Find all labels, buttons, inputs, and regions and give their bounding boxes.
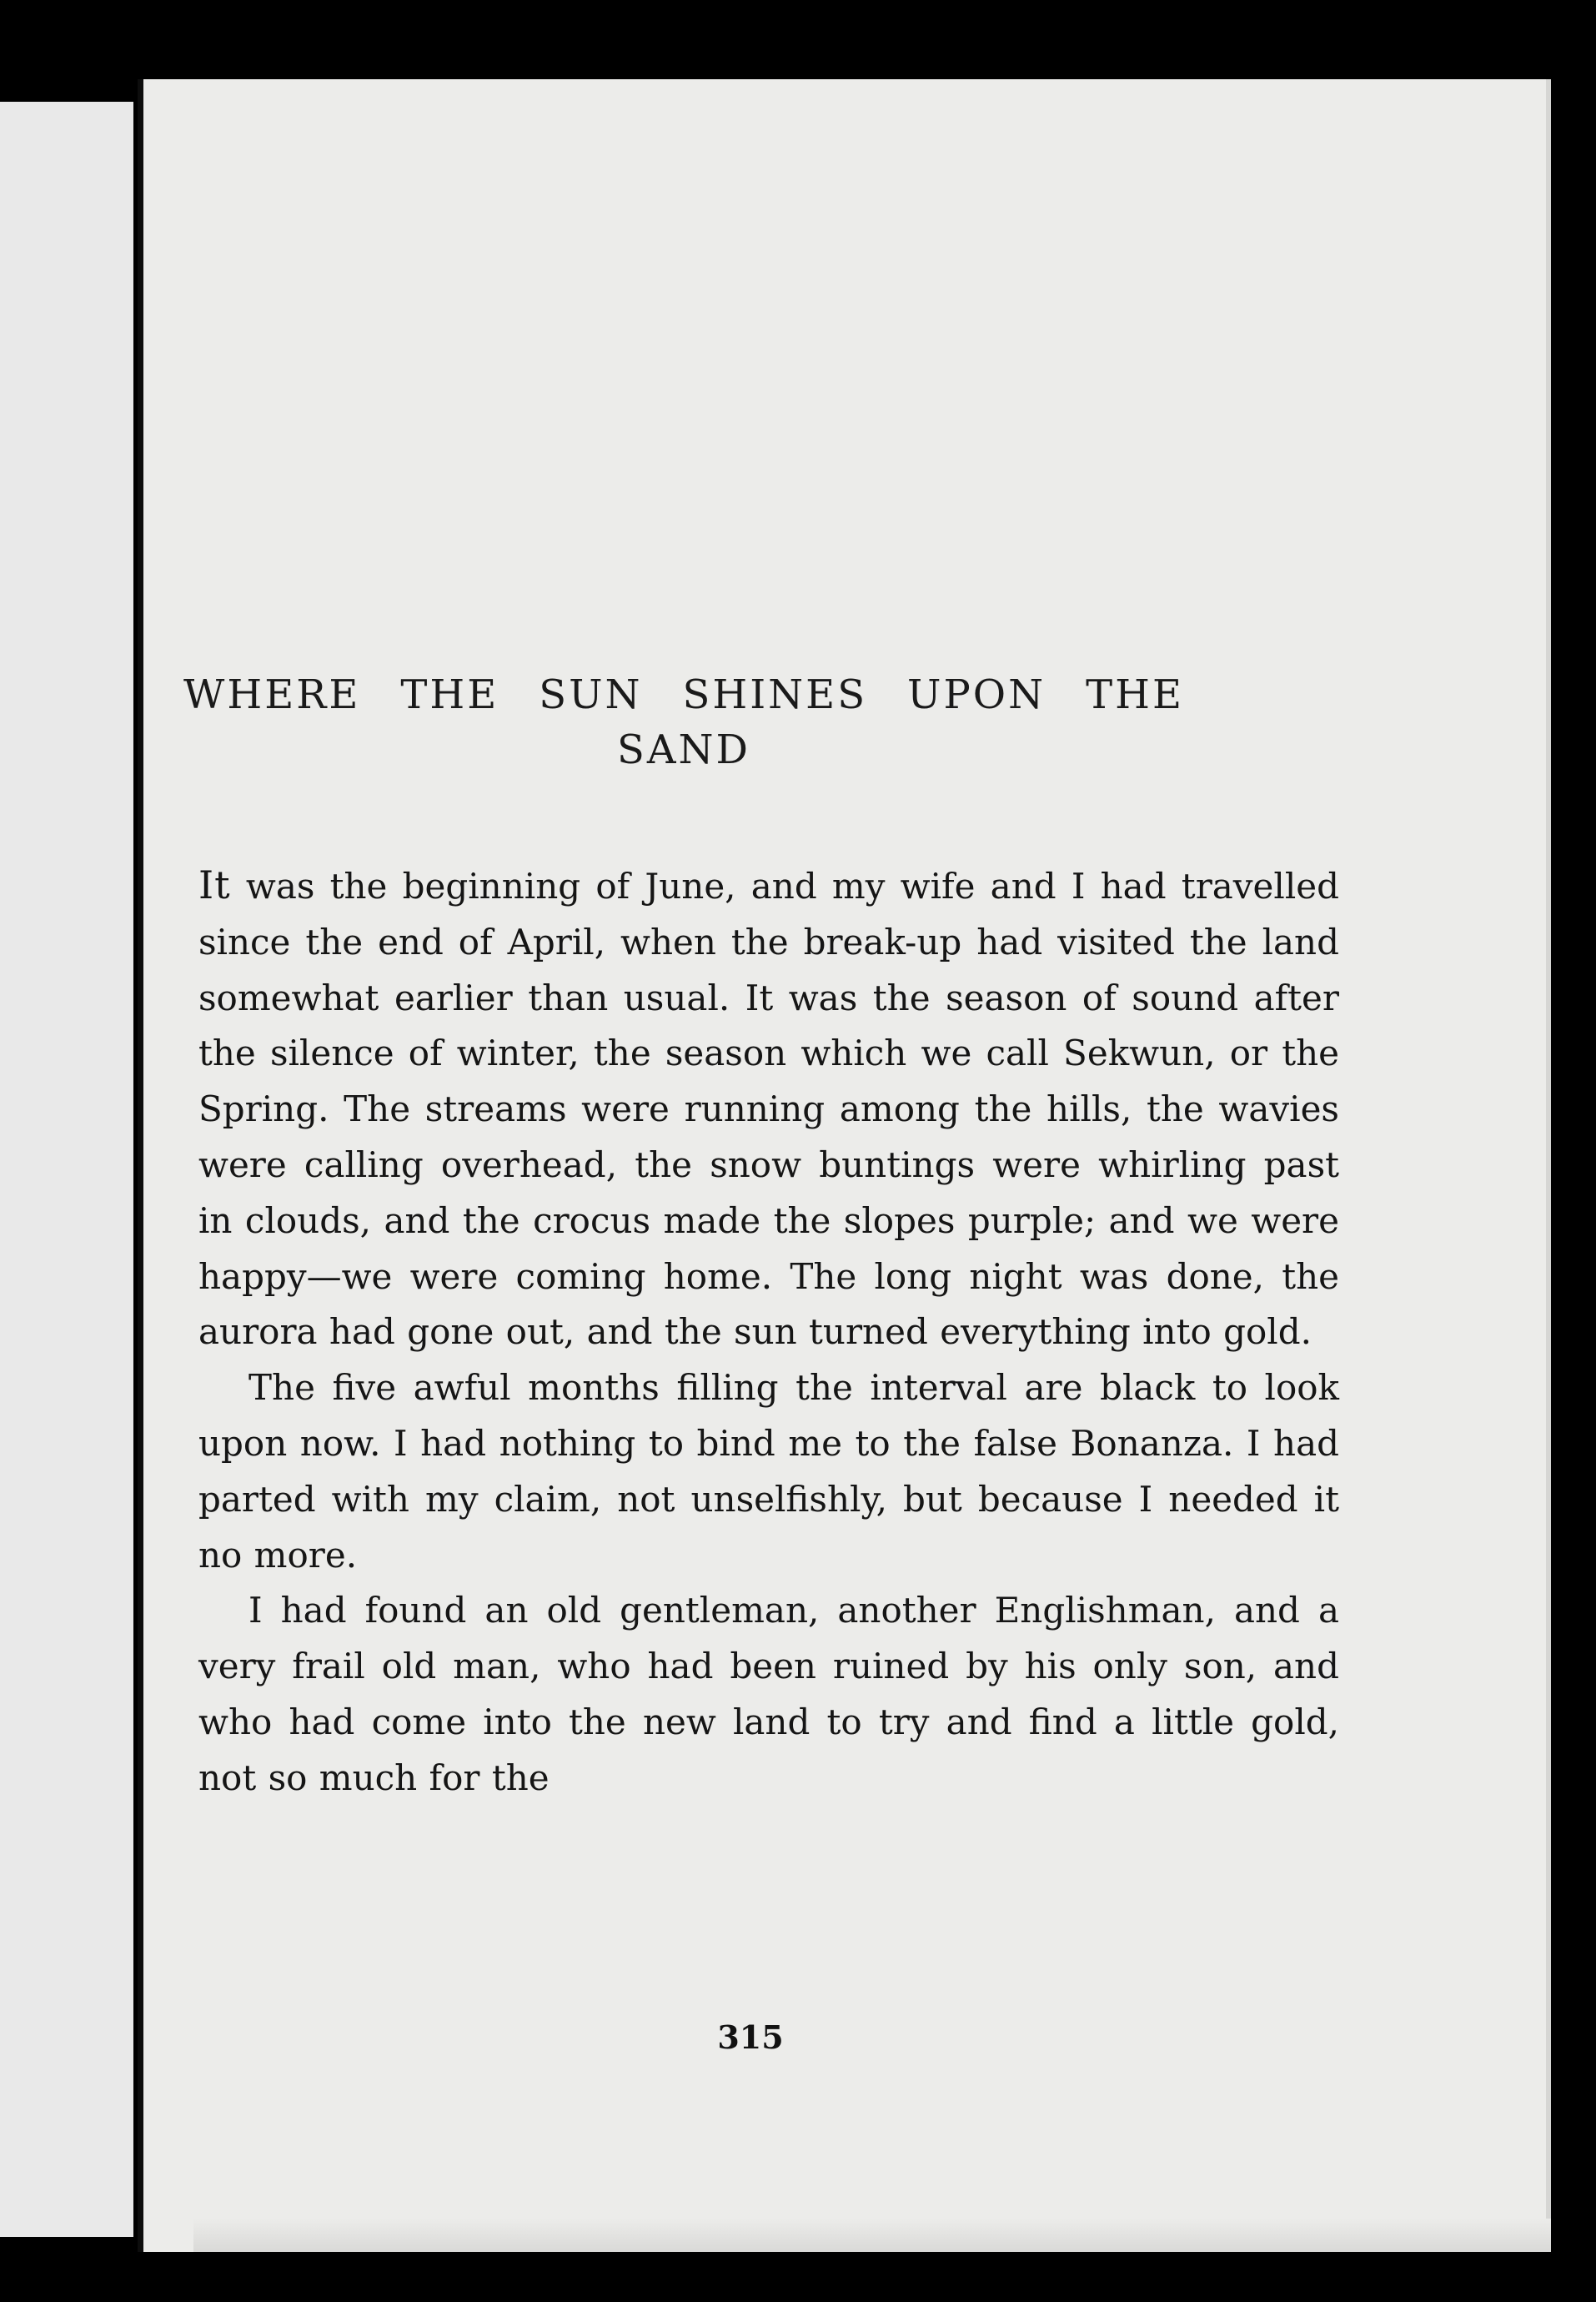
drop-smallcaps-lead: It [198, 862, 231, 907]
chapter-body [198, 857, 1339, 1807]
chapter-title-line-2: SAND [616, 726, 751, 773]
facing-page-edge [0, 102, 133, 2237]
chapter-title [183, 667, 1184, 777]
paragraph-1 [198, 857, 1339, 1360]
chapter-title-line-1: WHERE THE SUN SHINES UPON THE [183, 671, 1184, 718]
paragraph-1-text: was the beginning of June, and my wife and I had travelled since the end of April, when the break-up had visited the land somewhat earlier than usual. It was the season of sound after the silence of winter, the season which we call Sekwun, or the Spring. The streams were running among the hills, the wavies were calling overhead, the snow buntings were whirling past in clouds, and the crocus made the slopes purple; and we were happy—we were coming home. The long night was done, the aurora had gone out, and the sun turned everything into gold. [198, 866, 1339, 1353]
page-number: 315 [717, 2018, 784, 2056]
paragraph-2: The five awful months filling the interval are black to look upon now. I had nothing to bind me to the false Bonanza. I had parted with my claim, not unselfishly, but because I needed it no more. [198, 1367, 1339, 1576]
paragraph-3: I had found an old gentleman, another Englishman, and a very frail old man, who had been ruined by his only son, and who had come into the new land to try and find a little gold, not so much for the [198, 1590, 1339, 1798]
page-bottom-shadow [193, 2219, 1551, 2252]
page-edge [1546, 79, 1551, 2252]
